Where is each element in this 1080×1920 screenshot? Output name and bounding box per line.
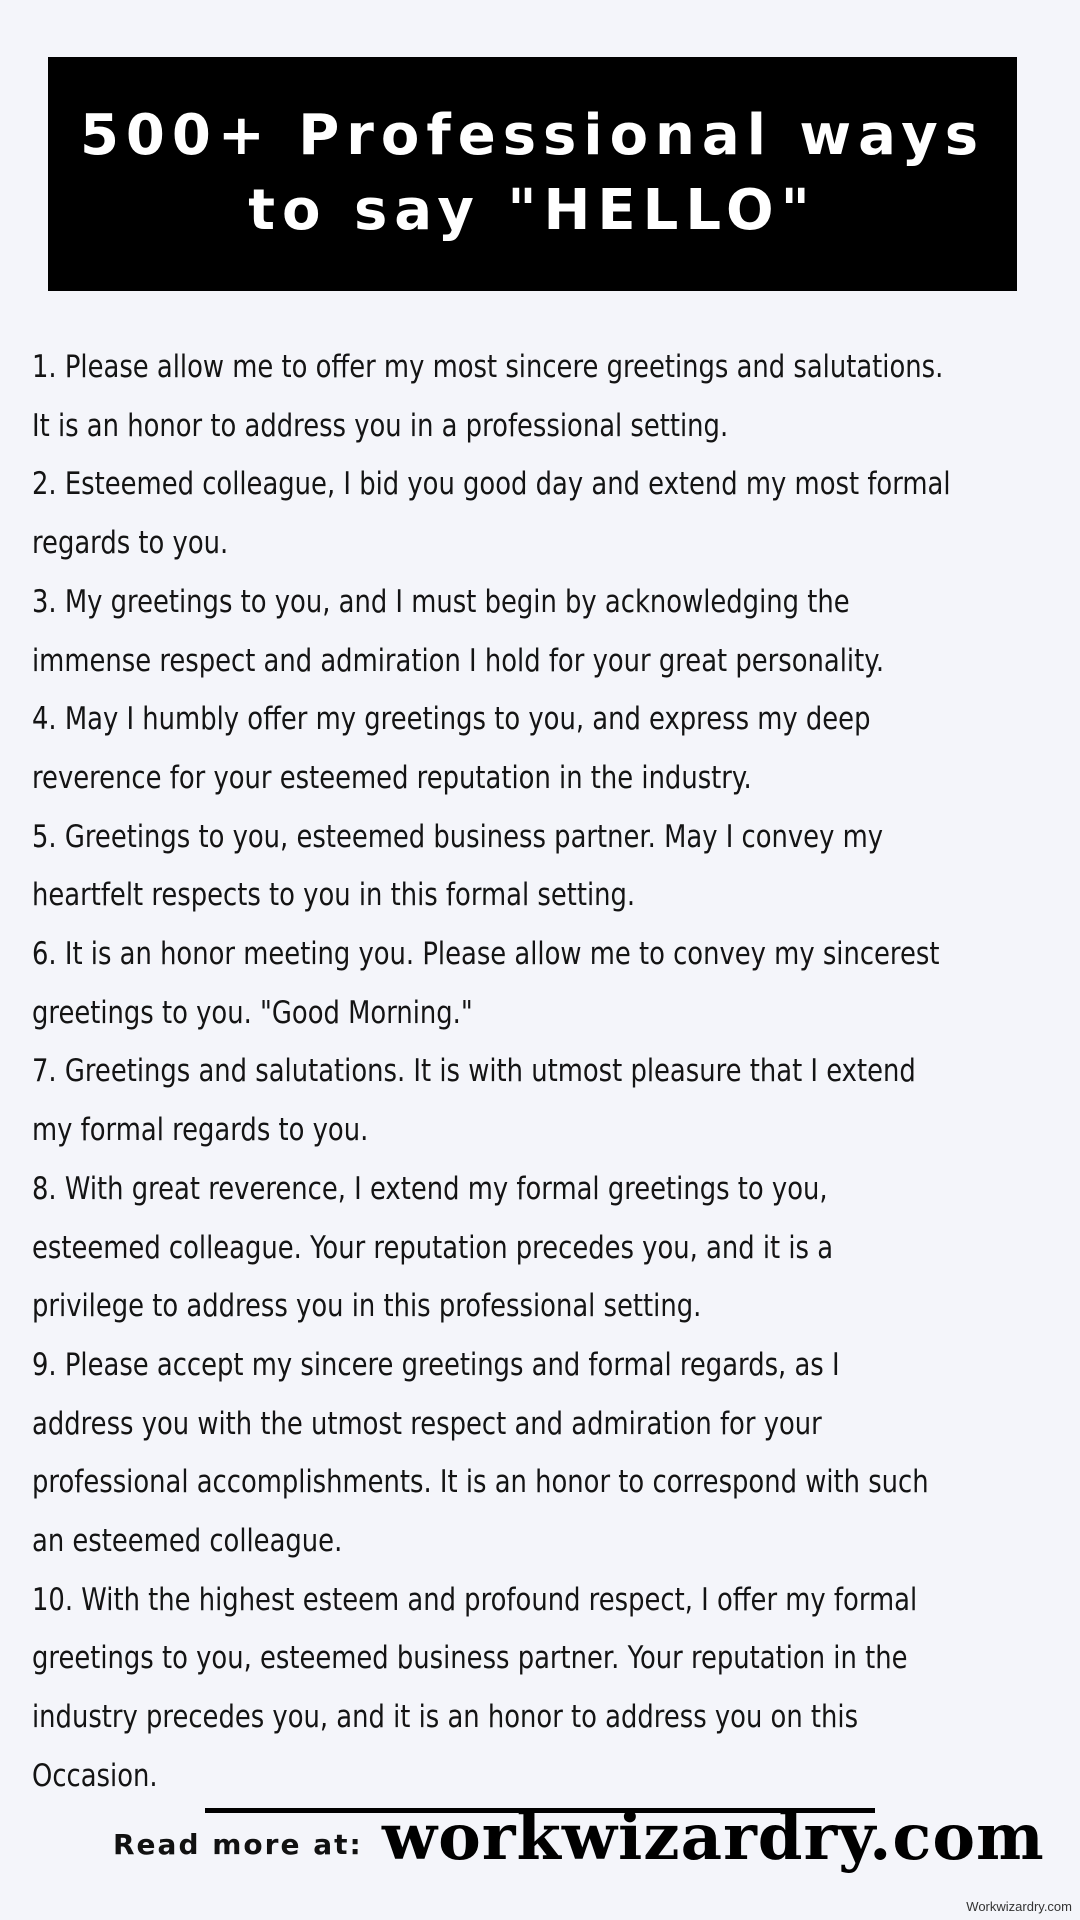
greetings-list xyxy=(32,338,951,1806)
text-line: regards to you. xyxy=(32,525,229,562)
text-line: 7. Greetings and salutations. It is with utmost pleasure that I extend xyxy=(32,1053,916,1090)
text-line: 10. With the highest esteem and profound respect, I offer my formal xyxy=(32,1581,918,1618)
text-line: privilege to address you in this professional setting. xyxy=(32,1288,702,1325)
text-line: esteemed colleague. Your reputation precedes you, and it is a xyxy=(32,1229,834,1266)
text-line: 9. Please accept my sincere greetings and formal regards, as I xyxy=(32,1346,840,1383)
text-line: 1. Please allow me to offer my most sincere greetings and salutations. xyxy=(32,349,944,385)
title-line-1: 500+ Professional ways xyxy=(79,103,986,169)
text-line: greetings to you. "Good Morning." xyxy=(32,994,473,1031)
text-line: address you with the utmost respect and admiration for your xyxy=(32,1405,822,1442)
text-line: heartfelt respects to you in this formal setting. xyxy=(32,877,636,914)
read-more-label: Read more at: xyxy=(113,1828,363,1861)
text-line: greetings to you, esteemed business partner. Your reputation in the xyxy=(32,1640,908,1677)
text-line: 6. It is an honor meeting you. Please allow me to convey my sincerest xyxy=(32,936,940,973)
text-line: 2. Esteemed colleague, I bid you good day and extend my most formal xyxy=(32,466,951,503)
title-banner xyxy=(48,57,1017,291)
text-line: 3. My greetings to you, and I must begin by acknowledging the xyxy=(32,583,850,620)
text-line: 4. May I humbly offer my greetings to you, and express my deep xyxy=(32,701,871,738)
watermark: Workwizardry.com xyxy=(966,1899,1072,1914)
text-line: professional accomplishments. It is an honor to correspond with such xyxy=(32,1464,929,1501)
text-line: 8. With great reverence, I extend my formal greetings to you, xyxy=(32,1170,828,1207)
text-line: my formal regards to you. xyxy=(32,1112,369,1149)
site-link[interactable]: workwizardry.com xyxy=(382,1800,1045,1875)
text-line: an esteemed colleague. xyxy=(32,1523,343,1560)
text-line: reverence for your esteemed reputation in the industry. xyxy=(32,759,752,796)
title-line-2: to say "HELLO" xyxy=(248,178,817,243)
text-line: immense respect and admiration I hold for your great personality. xyxy=(32,642,885,679)
text-line: Occasion. xyxy=(32,1757,158,1794)
text-line: It is an honor to address you in a professional setting. xyxy=(32,407,729,444)
text-line: industry precedes you, and it is an honor to address you on this xyxy=(32,1699,859,1736)
text-line: 5. Greetings to you, esteemed business partner. May I convey my xyxy=(32,818,884,855)
